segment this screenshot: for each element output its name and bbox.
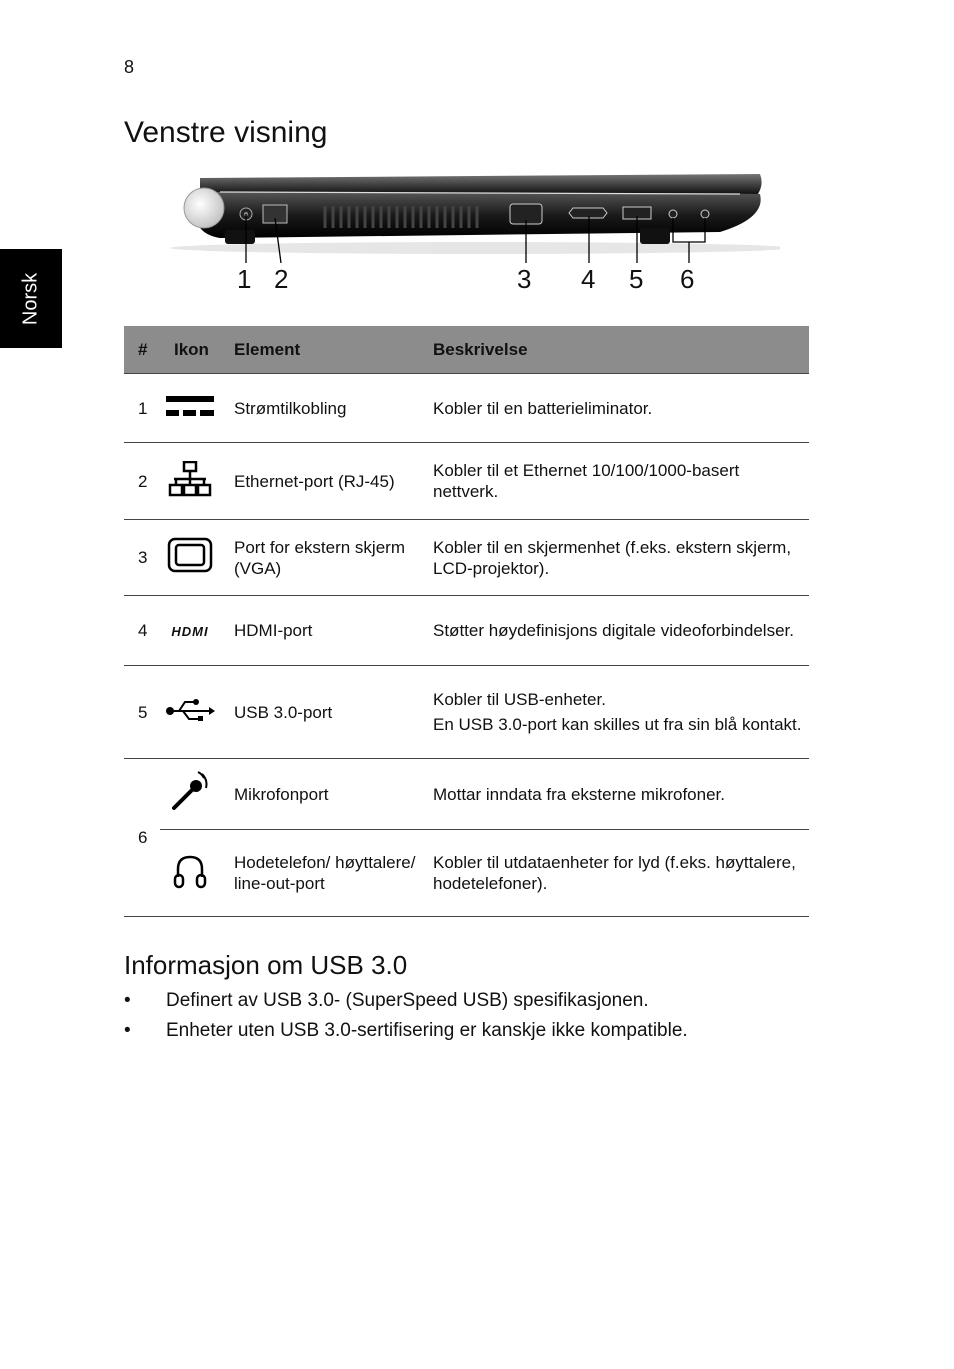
header-element: Element bbox=[220, 326, 419, 374]
table-row bbox=[124, 759, 809, 830]
row-number: 3 bbox=[124, 520, 160, 596]
row-number: 1 bbox=[124, 374, 160, 443]
row-number: 6 bbox=[124, 759, 160, 917]
ports-table bbox=[124, 326, 809, 917]
header-icon: Ikon bbox=[160, 326, 220, 374]
usb-section-heading: Informasjon om USB 3.0 bbox=[124, 950, 408, 980]
table-row bbox=[124, 666, 809, 759]
list-item: • Enheter uten USB 3.0-sertifisering er kanskje ikke kompatible. bbox=[124, 1018, 688, 1048]
page-title: Venstre visning bbox=[124, 116, 328, 149]
table-row bbox=[124, 830, 809, 917]
row-description: Kobler til en batterieliminator. bbox=[433, 398, 653, 418]
page-number: 8 bbox=[124, 57, 135, 77]
row-number: 5 bbox=[124, 666, 160, 759]
usb-bullet-list bbox=[124, 988, 688, 1048]
row-description: En USB 3.0-port kan skilles ut fra sin blå kontakt. bbox=[433, 715, 802, 734]
callout-4: 4 bbox=[581, 264, 596, 294]
row-description: Mottar inndata fra eksterne mikrofoner. bbox=[433, 784, 725, 804]
hdmi-icon: HDMI bbox=[171, 623, 209, 639]
header-num: # bbox=[124, 326, 160, 374]
row-element: Mikrofonport bbox=[220, 759, 419, 830]
row-element: Strømtilkobling bbox=[220, 374, 419, 443]
callout-3: 3 bbox=[517, 264, 532, 294]
row-number: 4 bbox=[124, 596, 160, 666]
row-element: Ethernet-port (RJ-45) bbox=[220, 443, 419, 520]
table-row bbox=[124, 520, 809, 596]
row-description: Kobler til USB-enheter. bbox=[433, 690, 606, 709]
table-row bbox=[124, 443, 809, 520]
network-icon bbox=[168, 461, 212, 497]
dc-power-icon bbox=[166, 394, 214, 418]
row-description: Støtter høydefinisjons digitale videoforbindelser. bbox=[433, 621, 794, 640]
table-row bbox=[124, 374, 809, 443]
row-element: USB 3.0-port bbox=[220, 666, 419, 759]
row-element: HDMI-port bbox=[220, 596, 419, 666]
row-description: Kobler til et Ethernet 10/100/1000-basert nettverk. bbox=[433, 461, 740, 501]
vga-monitor-icon bbox=[167, 537, 213, 573]
usb-icon bbox=[165, 698, 215, 722]
callout-6: 6 bbox=[680, 264, 695, 294]
callout-2: 2 bbox=[274, 264, 289, 294]
language-tab bbox=[0, 249, 62, 348]
header-description: Beskrivelse bbox=[419, 326, 809, 374]
row-number: 2 bbox=[124, 443, 160, 520]
list-item: • Definert av USB 3.0- (SuperSpeed USB) spesifikasjonen. bbox=[124, 988, 688, 1018]
table-row bbox=[124, 596, 809, 666]
row-description: Kobler til en skjermenhet (f.eks. ekstern skjerm, LCD-projektor). bbox=[433, 537, 792, 578]
row-element: Port for ekstern skjerm (VGA) bbox=[220, 520, 419, 596]
table-header-row bbox=[124, 326, 809, 374]
callout-5: 5 bbox=[629, 264, 644, 294]
language-tab-label: Norsk bbox=[19, 272, 42, 326]
callout-1: 1 bbox=[237, 264, 252, 294]
microphone-icon bbox=[168, 770, 212, 814]
row-element: Hodetelefon/ høyttalere/ line-out-port bbox=[220, 830, 419, 917]
row-description: Kobler til utdataenheter for lyd (f.eks. høyttalere, hodetelefoner). bbox=[433, 853, 796, 893]
headphones-icon bbox=[172, 853, 208, 889]
